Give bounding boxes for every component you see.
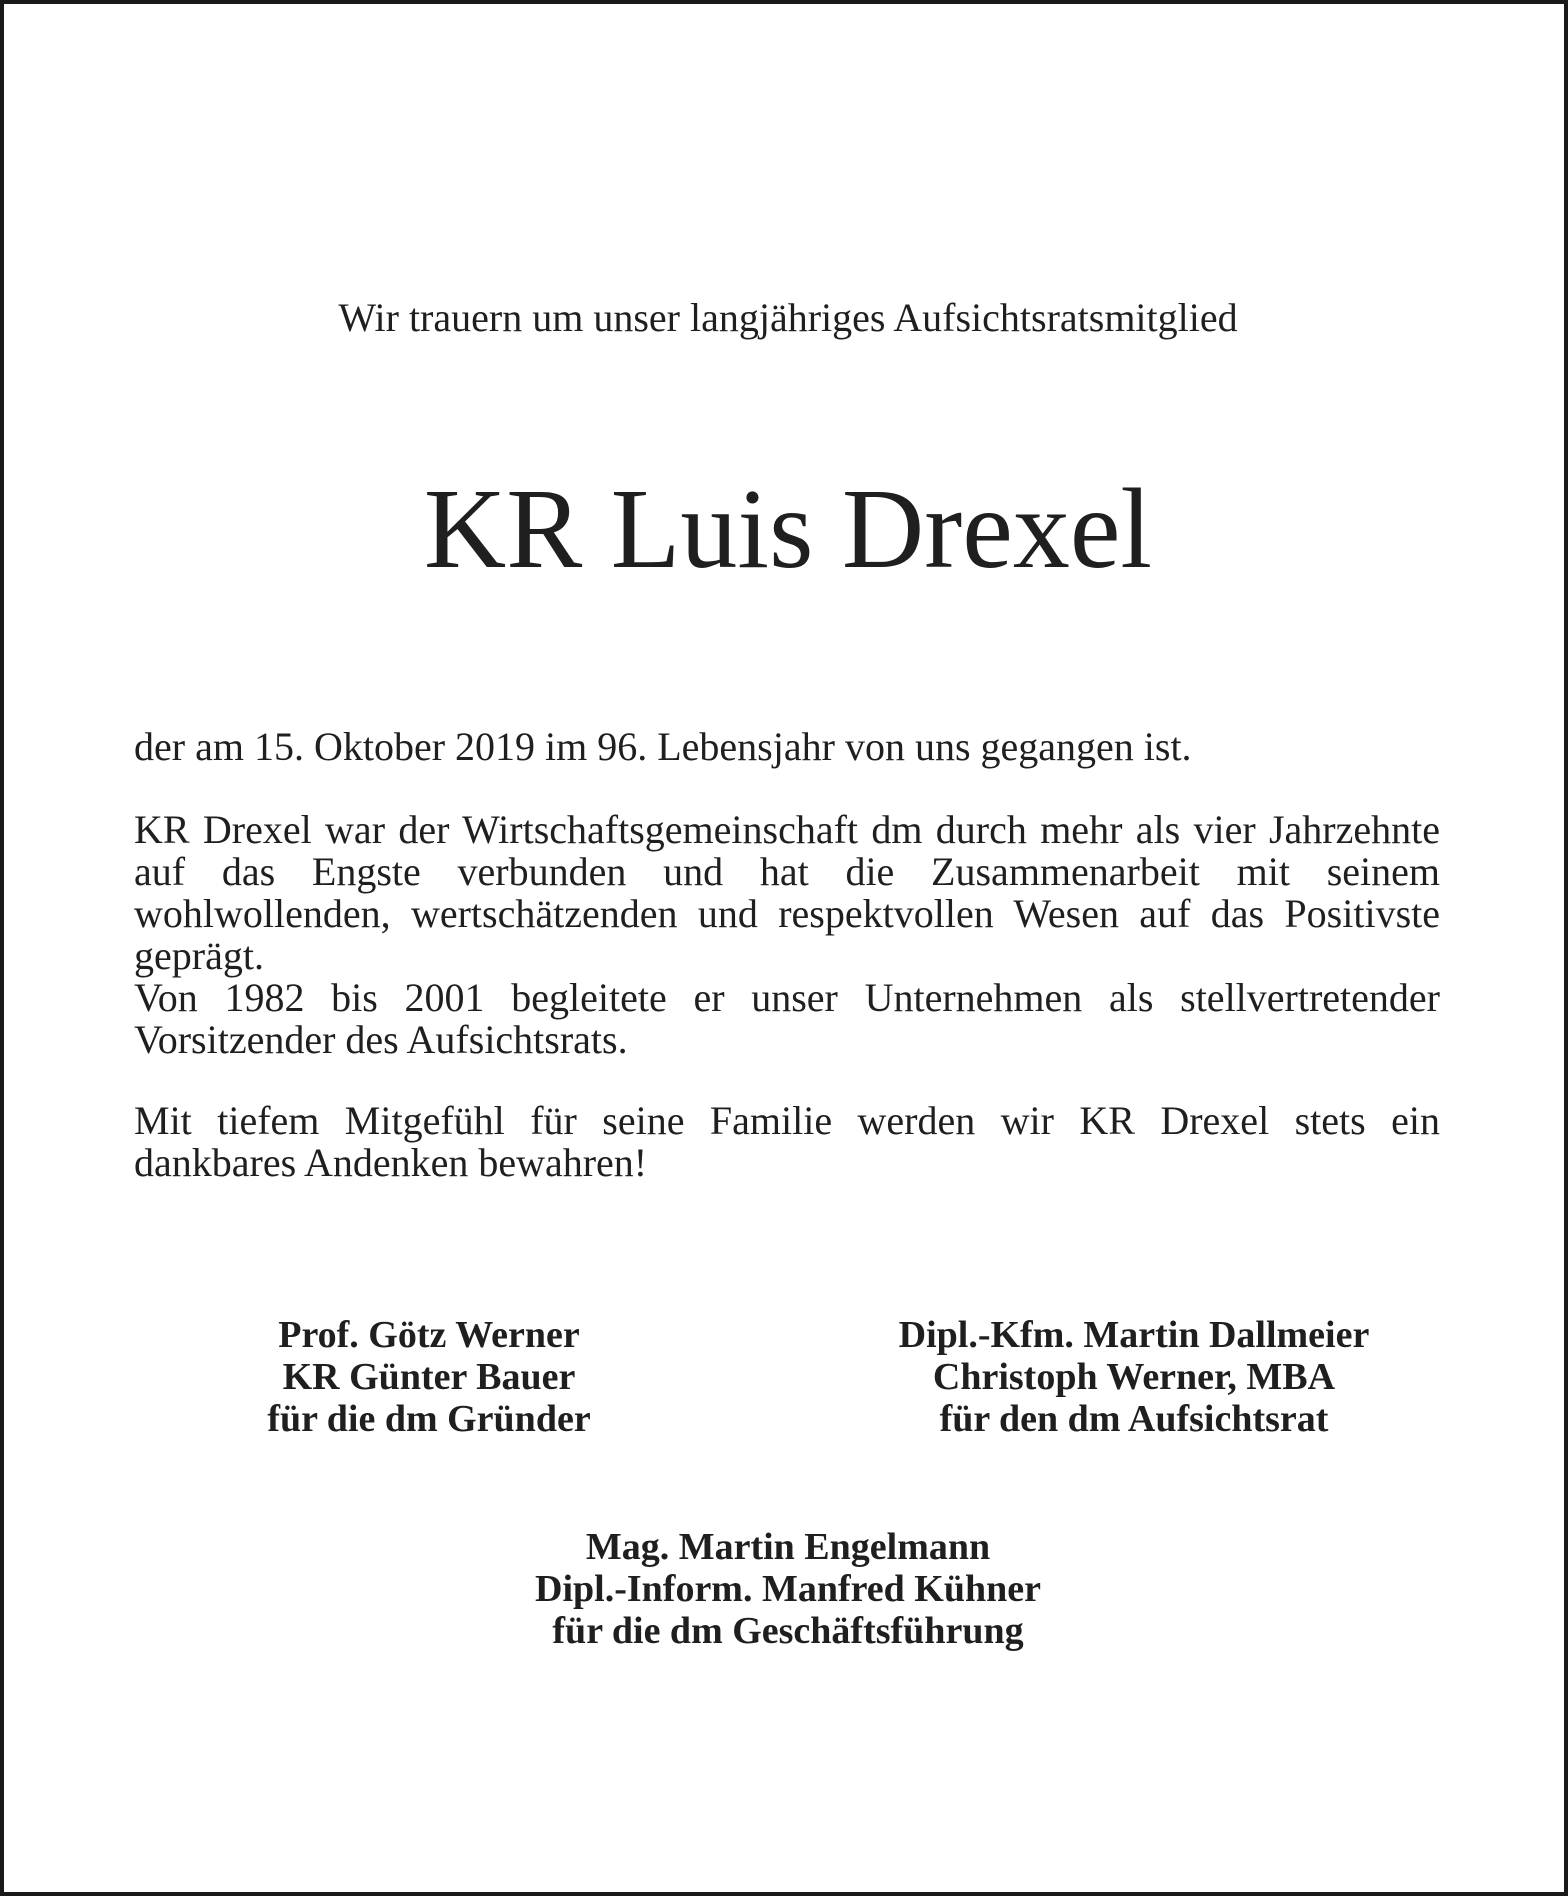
signatory-name: Dipl.-Kfm. Martin Dallmeier [898,1314,1370,1356]
main-paragraph [134,809,1440,1061]
signature-supervisory-board [824,1314,1444,1440]
signatory-role: für den dm Aufsichtsrat [939,1398,1329,1440]
signatory-name: KR Günter Bauer [282,1356,576,1398]
deceased-name: KR Luis Drexel [423,465,1153,592]
signatory-name: Prof. Götz Werner [278,1314,580,1356]
signature-management [388,1526,1188,1652]
signatory-name: Dipl.-Inform. Manfred Kühner [535,1568,1041,1610]
date-line: der am 15. Oktober 2019 im 96. Lebensjahr von uns gegangen ist. [134,724,1192,769]
signatory-role: für die dm Gründer [267,1398,591,1440]
intro-line: Wir trauern um unser langjähriges Aufsichtsratsmitglied [338,295,1238,340]
main-paragraph-sentence: Von 1982 bis 2001 begleitete er unser Unternehmen als stellvertretender Vorsitzender des Aufsichtsrats. [134,975,1440,1062]
main-paragraph-sentence: KR Drexel war der Wirtschaftsgemeinschaft dm durch mehr als vier Jahrzehnte auf das Engste verbunden und hat die Zusammenarbeit mit seinem wohlwollenden, wertschätzenden und respektvollen Wesen auf das Positivste geprägt. [134,807,1440,978]
signatory-name: Christoph Werner, MBA [932,1356,1336,1398]
signatory-name: Mag. Martin Engelmann [585,1526,991,1568]
closing-paragraph [134,1100,1440,1184]
signature-founders [194,1314,664,1440]
closing-paragraph-text: Mit tiefem Mitgefühl für seine Familie werden wir KR Drexel stets ein dankbares Andenken bewahren! [134,1098,1440,1185]
signatory-role: für die dm Geschäftsführung [552,1610,1024,1652]
